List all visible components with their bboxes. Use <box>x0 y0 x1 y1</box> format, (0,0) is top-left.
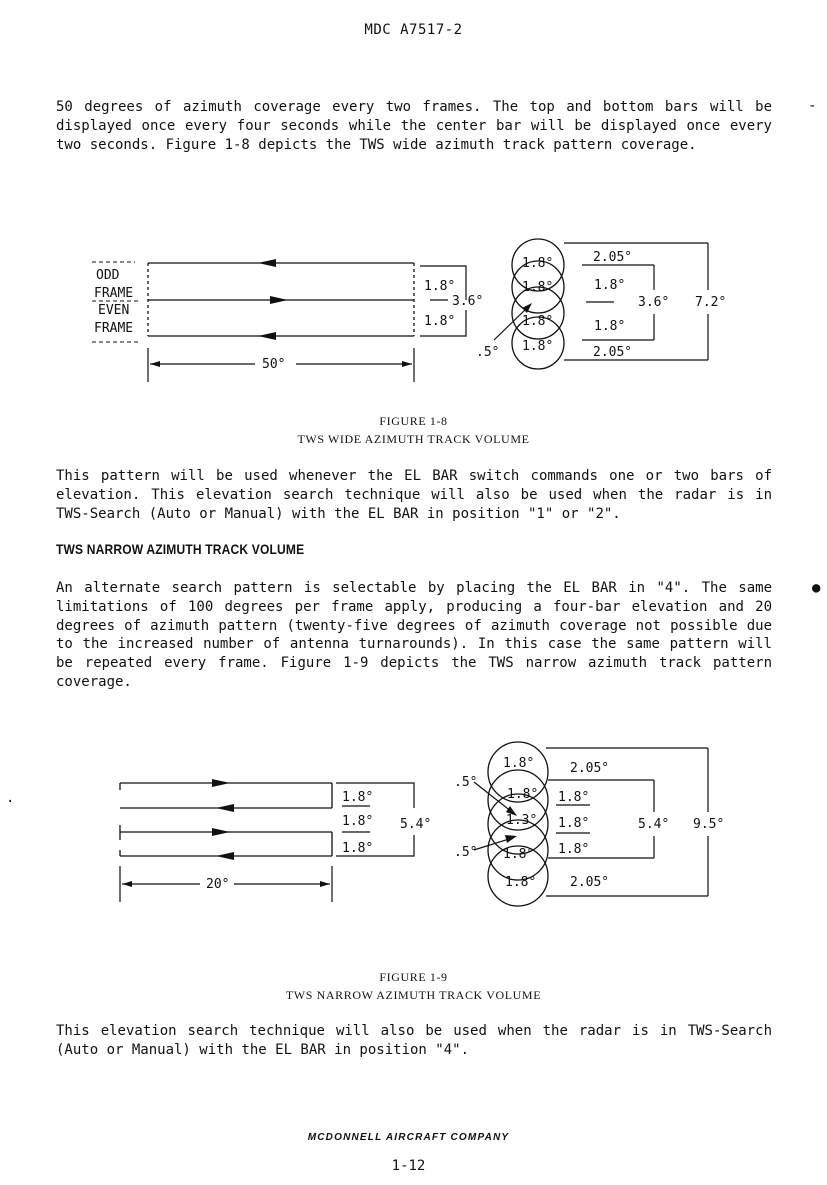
arrow-left-icon <box>258 332 276 340</box>
right-total-label: 7.2° <box>695 295 727 310</box>
label-frame-b: FRAME <box>94 321 134 336</box>
beam-4-label: 1.8° <box>503 847 535 862</box>
figure-1-9-diagram <box>0 740 827 910</box>
overlap-lower-label: .5° <box>454 845 478 860</box>
margin-mark-bottom: . <box>6 790 15 806</box>
azimuth-span-label: 20° <box>206 877 230 892</box>
bar-spacing-total: 3.6° <box>452 294 484 309</box>
section-heading: TWS NARROW AZIMUTH TRACK VOLUME <box>56 541 305 557</box>
arrow-left-icon <box>150 361 160 367</box>
page-number: 1-12 <box>391 1158 426 1174</box>
paragraph-wide-azimuth-usage: This pattern will be used whenever the EL BAR switch commands one or two bars of elevation. This elevation search technique will also be used when the radar is in TWS-Search (Auto or Manual) with the EL BAR in position "1" or "2". <box>56 468 772 522</box>
beam-5-label: 1.8° <box>505 875 537 890</box>
right-1-label: 1.8° <box>558 790 590 805</box>
scan-arrows <box>212 779 234 860</box>
right-lower-label: 1.8° <box>594 319 626 334</box>
frame-labels <box>92 262 140 342</box>
figure-1-9-number: FIGURE 1-9 <box>379 970 448 984</box>
arrow-left-icon <box>258 259 276 267</box>
bar-spacing-3: 1.8° <box>342 841 374 856</box>
right-mid-label: 5.4° <box>638 817 670 832</box>
arrow-right-icon <box>320 881 330 887</box>
figure-1-8-diagram <box>0 230 827 370</box>
label-even: EVEN <box>98 303 130 318</box>
footer-company-name: MCDONNELL AIRCRAFT COMPANY <box>307 1132 510 1143</box>
right-2-label: 1.8° <box>558 816 590 831</box>
beam-4-label: 1.8° <box>522 339 554 354</box>
right-total-label: 9.5° <box>693 817 725 832</box>
arrow-right-icon <box>270 296 288 304</box>
bar-spacing-upper: 1.8° <box>424 279 456 294</box>
right-top-label: 2.05° <box>593 250 633 265</box>
right-mid-label: 3.6° <box>638 295 670 310</box>
bar-spacing-1: 1.8° <box>342 790 374 805</box>
paragraph-narrow-azimuth-intro: An alternate search pattern is selectable by placing the EL BAR in "4". The same limitations of 100 degrees per frame apply, producing a four-bar elevation and 20 degrees of azimuth pattern (twenty-five degrees of azimuth coverage not possible due to the increased number of antenna turnarounds). In this case the same pattern will be repeated every frame. Figure 1-9 depicts the TWS narrow azimuth track pattern coverage. <box>56 580 772 690</box>
azimuth-span-label: 50° <box>262 357 286 372</box>
scan-bars <box>120 783 332 856</box>
beam-2-label: 1.8° <box>507 787 539 802</box>
arrow-left-icon <box>216 804 234 812</box>
arrow-left-icon <box>216 852 234 860</box>
beam-3-label: 1.3° <box>506 813 538 828</box>
right-bottom-label: 2.05° <box>570 875 610 890</box>
arrow-left-icon <box>122 881 132 887</box>
arrow-right-icon <box>212 828 230 836</box>
right-bottom-label: 2.05° <box>593 345 633 360</box>
figure-1-9-title: TWS NARROW AZIMUTH TRACK VOLUME <box>285 988 542 1002</box>
margin-mark-middle: ● <box>812 580 821 596</box>
bar-spacing-2: 1.8° <box>342 814 374 829</box>
overlap-upper-label: .5° <box>454 775 478 790</box>
beam-3-label: 1.8° <box>522 314 554 329</box>
figure-1-8-caption <box>0 412 827 448</box>
beam-1-label: 1.8° <box>522 256 554 271</box>
paragraph-narrow-azimuth-usage: This elevation search technique will also be used when the radar is in TWS-Search (Auto or Manual) with the EL BAR in position "4". <box>56 1023 772 1058</box>
arrow-right-icon <box>402 361 412 367</box>
bar-spacing-lower: 1.8° <box>424 314 456 329</box>
arrow-right-icon <box>212 779 230 787</box>
right-3-label: 1.8° <box>558 842 590 857</box>
right-upper-label: 1.8° <box>594 278 626 293</box>
label-odd: ODD <box>96 268 120 283</box>
right-top-label: 2.05° <box>570 761 610 776</box>
label-frame-a: FRAME <box>94 286 134 301</box>
figure-1-8-number: FIGURE 1-8 <box>379 414 448 428</box>
beam-1-label: 1.8° <box>503 756 535 771</box>
bar-spacing-total: 5.4° <box>400 817 432 832</box>
figure-1-8-title: TWS WIDE AZIMUTH TRACK VOLUME <box>297 432 530 446</box>
margin-mark-top: - <box>808 98 817 114</box>
document-id-header: MDC A7517-2 <box>364 22 463 38</box>
overlap-label: .5° <box>476 345 500 360</box>
right-dimension-brackets <box>564 243 708 360</box>
beam-2-label: 1.8° <box>522 280 554 295</box>
figure-1-9-caption <box>0 968 827 1004</box>
arrow-up-right-icon <box>505 835 517 843</box>
paragraph-wide-azimuth-intro: 50 degrees of azimuth coverage every two frames. The top and bottom bars will be displayed once every four seconds while the center bar will be displayed once every two seconds. Figure 1-8 depicts the TWS wide azimuth track pattern coverage. <box>56 99 772 153</box>
